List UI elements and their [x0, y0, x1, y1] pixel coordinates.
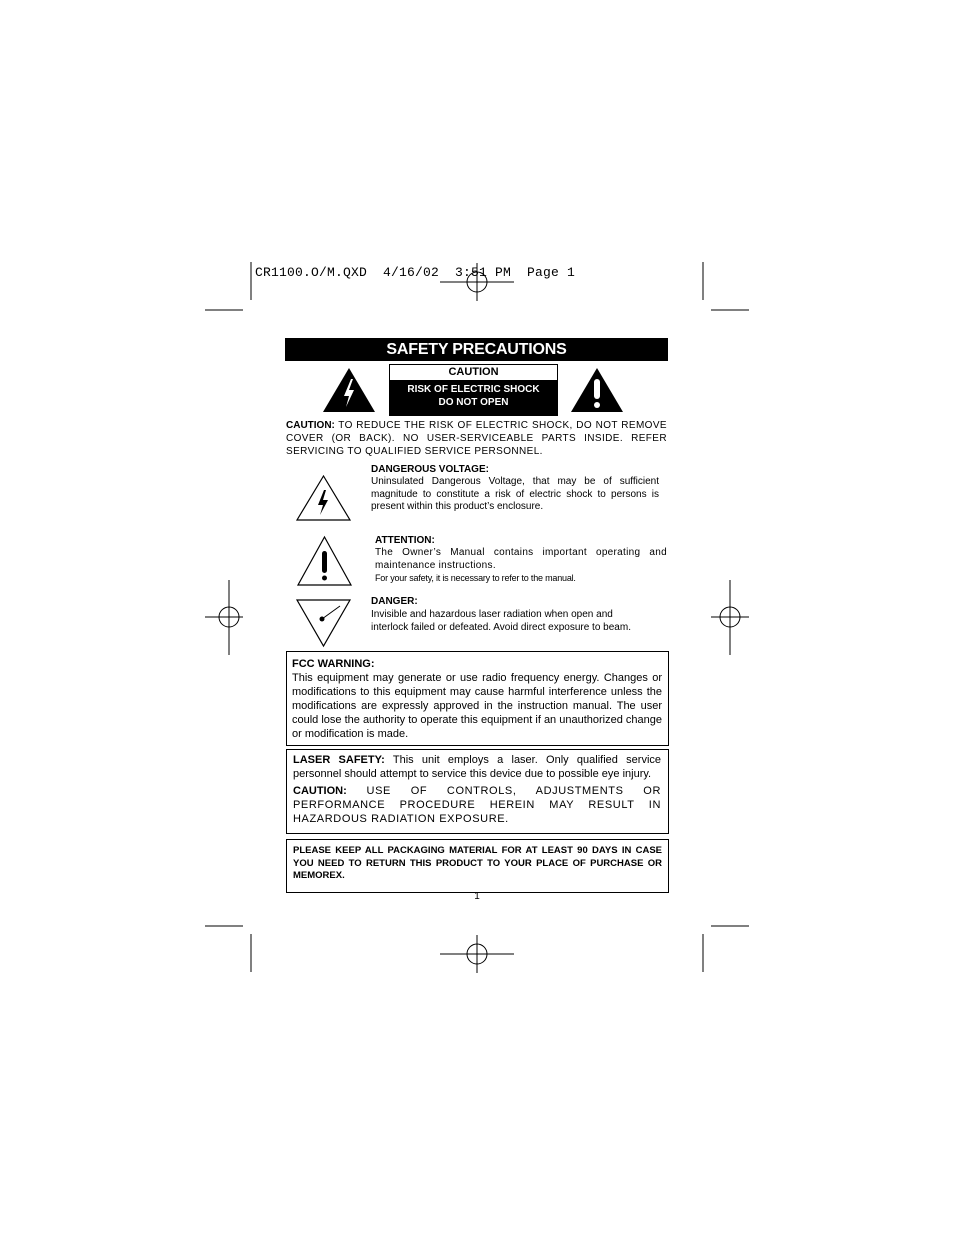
attention-icon	[296, 535, 353, 587]
caution-label-heading: CAUTION	[389, 364, 558, 381]
attention-block	[375, 534, 667, 585]
danger-line1: Invisible and hazardous laser radiation when open and	[371, 609, 613, 620]
danger-line2: interlock failed or defeated. Avoid direct exposure to beam.	[371, 622, 631, 633]
danger-title: DANGER:	[371, 596, 418, 607]
packaging-note-box	[286, 839, 669, 893]
fcc-warning-title: FCC WARNING:	[292, 658, 375, 670]
laser-radiation-icon	[295, 598, 352, 648]
laser-safety-text: This unit employs a laser. Only qualified service personnel should attempt to service this device due to possible eye injury.	[293, 754, 662, 780]
caution-label	[389, 364, 558, 416]
dangerous-voltage-title: DANGEROUS VOLTAGE:	[371, 464, 489, 475]
caution-text: TO REDUCE THE RISK OF ELECTRIC SHOCK, DO NOT REMOVE COVER (OR BACK). NO USER-SERVICEABLE PARTS INSIDE. REFER SERVICING TO QUALIFIED SERVICE PERSONNEL.	[286, 420, 667, 457]
page-title: SAFETY PRECAUTIONS	[285, 338, 668, 361]
laser-safety-box	[286, 749, 669, 834]
fcc-warning-box	[286, 651, 669, 746]
laser-caution-lead: CAUTION:	[293, 785, 347, 797]
danger-block	[371, 595, 667, 634]
dangerous-voltage-text: Uninsulated Dangerous Voltage, that may be of sufficient magnitude to constitute a risk of electric shock to persons is present within this product’s enclosure.	[371, 476, 659, 512]
caution-lead: CAUTION:	[286, 420, 335, 431]
page-number: 1	[474, 891, 480, 902]
attention-text	[375, 547, 667, 572]
fcc-warning-text: This equipment may generate or use radio frequency energy. Changes or modifications to this equipment may cause harmful interference unless the modifications are expressly approved in the instruction manual. The user could lose the authority to operate this equipment if an unauthorized change or modification is made.	[292, 672, 662, 740]
attention-title: ATTENTION:	[375, 535, 435, 546]
attention-text-main: The Owner’s Manual contains important operating and maintenance instructions.	[375, 547, 667, 571]
dangerous-voltage-icon	[295, 474, 352, 522]
laser-caution-text: USE OF CONTROLS, ADJUSTMENTS OR PERFORMANCE PROCEDURE HEREIN MAY RESULT IN HAZARDOUS RADIATION EXPOSURE.	[293, 785, 661, 825]
laser-safety-lead: LASER SAFETY:	[293, 754, 385, 766]
dangerous-voltage-block	[371, 463, 659, 514]
exclamation-warning-icon	[569, 366, 625, 414]
file-slug-line: CR1100.O/M.QXD 4/16/02 3:51 PM Page 1	[255, 265, 576, 280]
caution-paragraph	[286, 419, 667, 458]
caution-label-body	[389, 381, 558, 416]
attention-text-small: For your safety, it is necessary to refer to the manual.	[375, 573, 576, 583]
packaging-note-text: PLEASE KEEP ALL PACKAGING MATERIAL FOR AT LEAST 90 DAYS IN CASE YOU NEED TO RETURN THIS PRODUCT TO YOUR PLACE OF PURCHASE OR MEMOREX.	[293, 845, 662, 881]
caution-label-line2: DO NOT OPEN	[438, 397, 509, 408]
lightning-warning-icon	[321, 366, 377, 414]
laser-safety-paragraph	[293, 753, 661, 781]
caution-label-line1: RISK OF ELECTRIC SHOCK	[407, 384, 540, 395]
laser-caution-paragraph	[293, 784, 661, 826]
